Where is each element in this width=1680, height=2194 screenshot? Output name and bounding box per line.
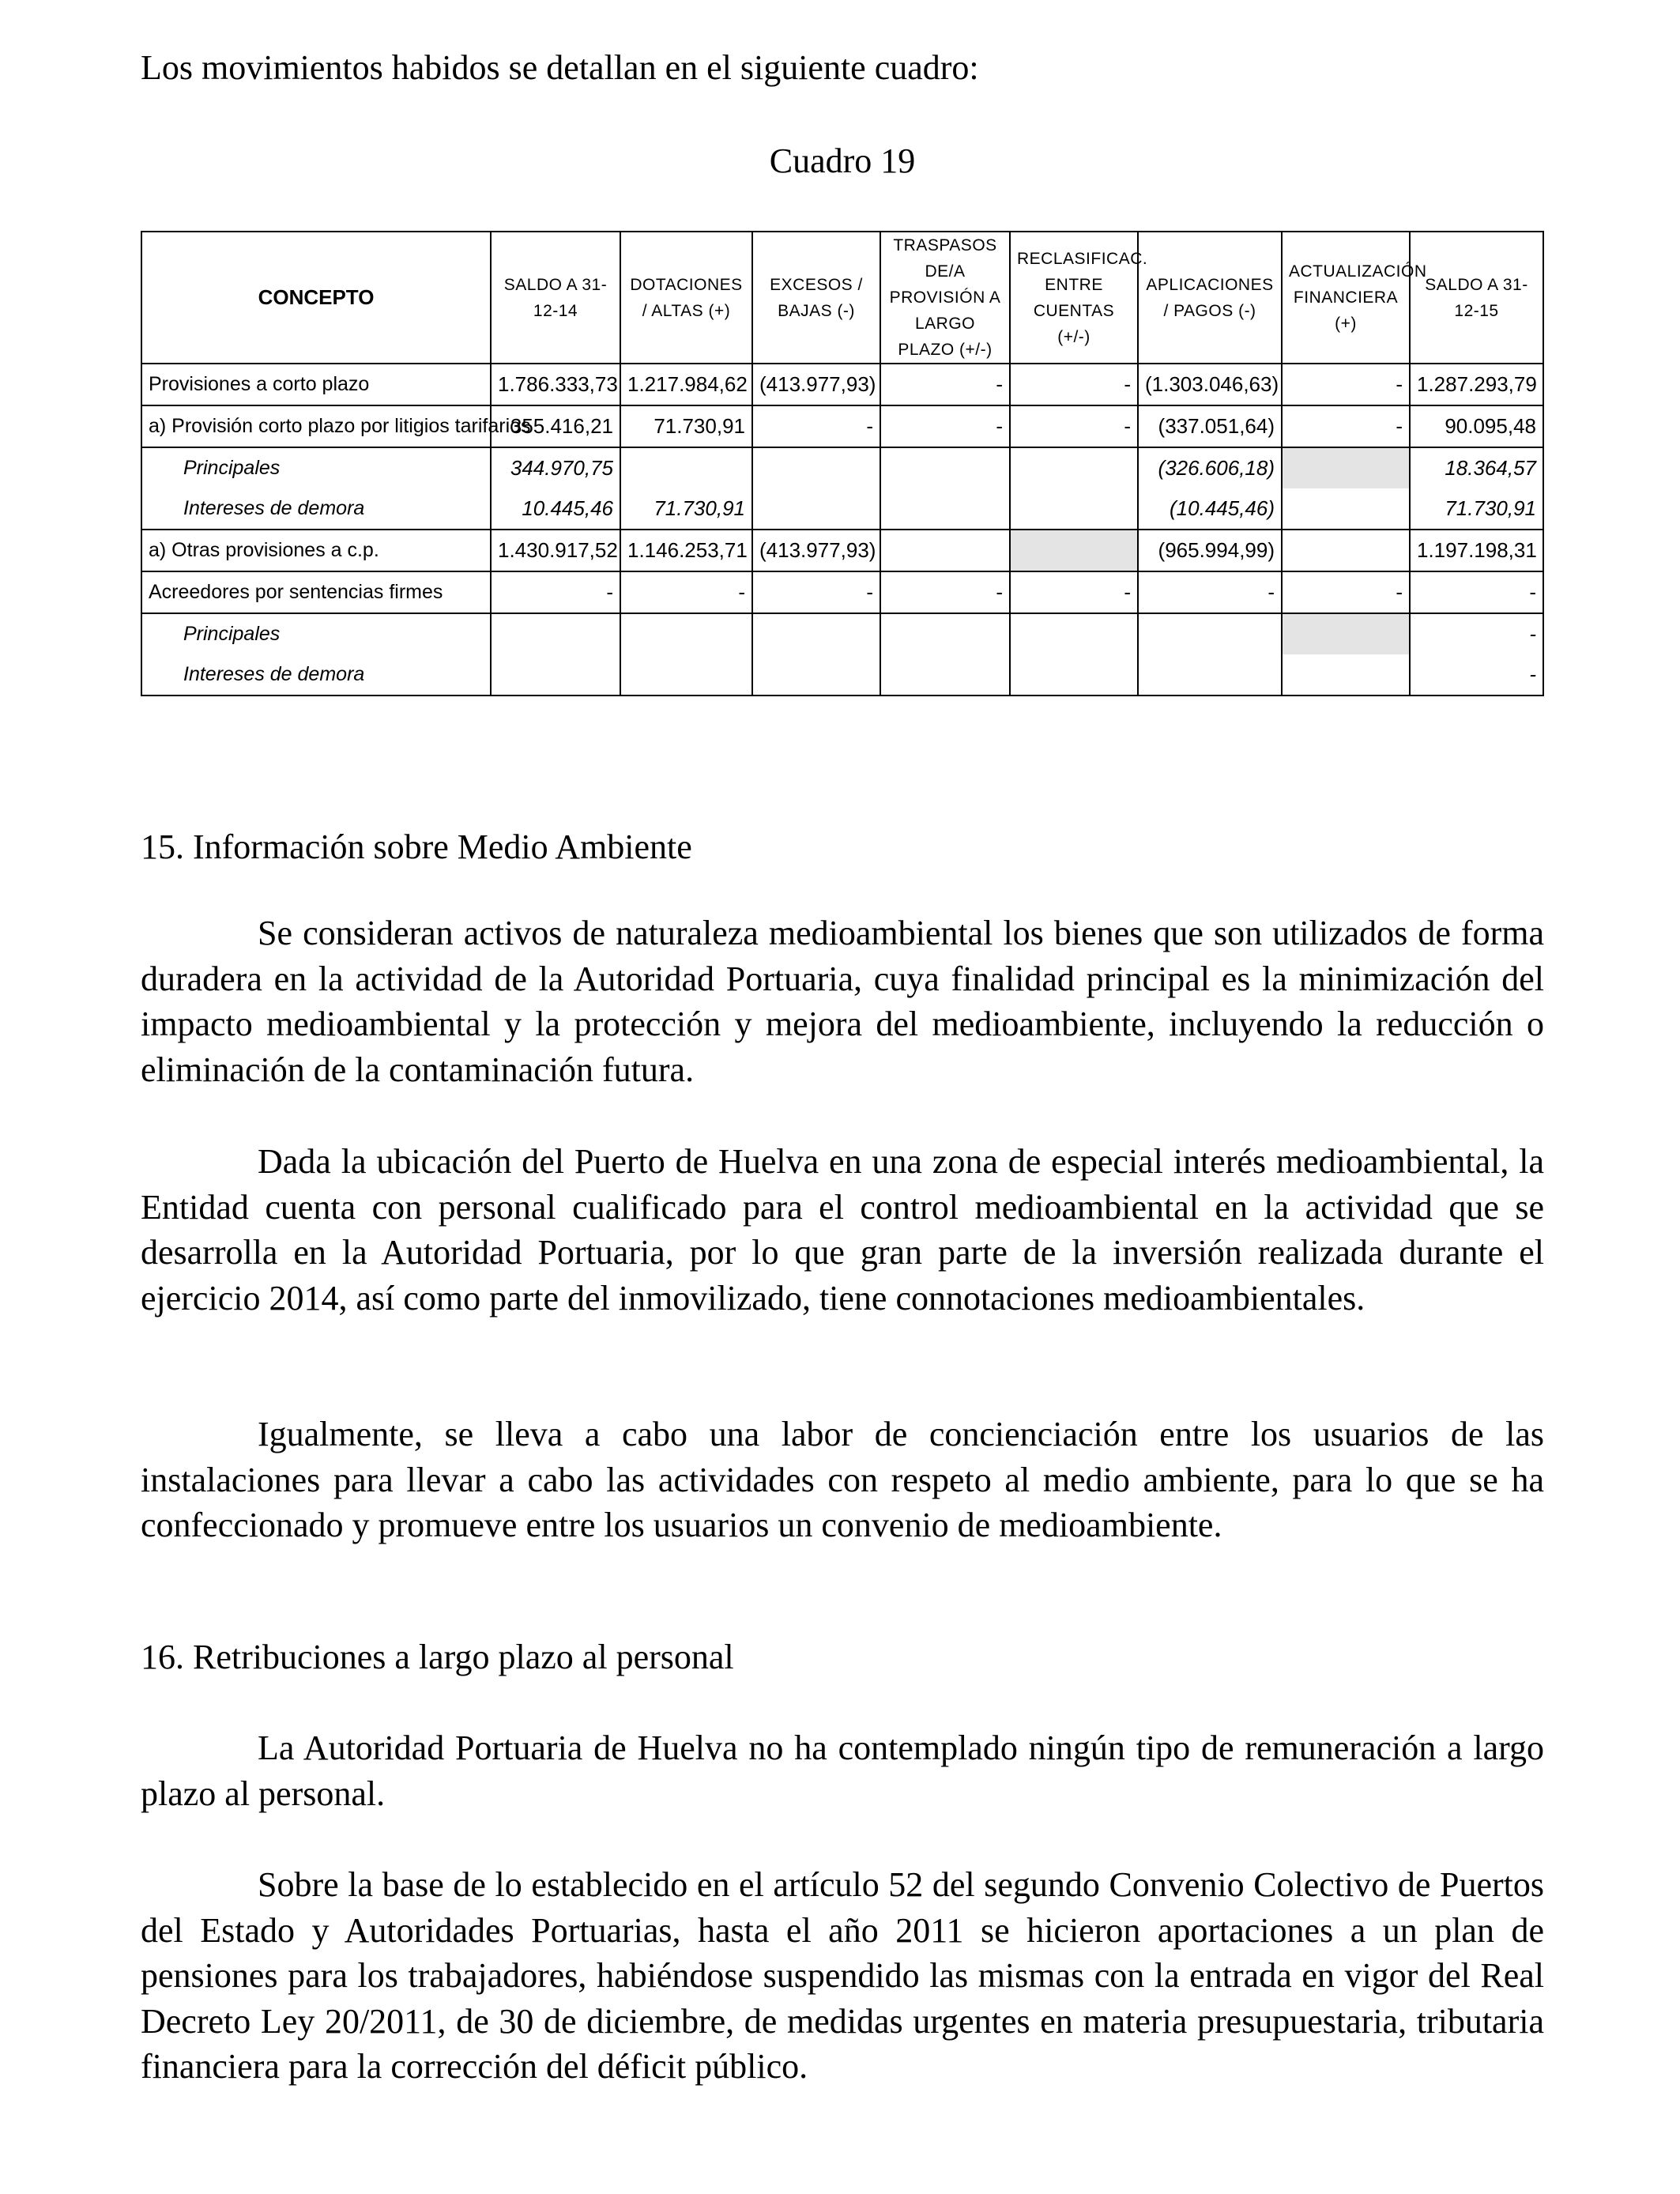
cell-traspasos — [880, 488, 1010, 530]
row-label: Principales — [141, 613, 491, 654]
table-row — [141, 364, 1543, 405]
cell-dotaciones — [620, 613, 752, 654]
cell-aplicaciones: (965.994,99) — [1138, 530, 1282, 571]
table-header-row — [141, 232, 1543, 364]
cell-saldo-inicial: 10.445,46 — [491, 488, 620, 530]
cell-traspasos: - — [880, 571, 1010, 613]
row-label: Intereses de demora — [141, 654, 491, 696]
cell-saldo-inicial: 344.970,75 — [491, 447, 620, 488]
table-row — [141, 447, 1543, 488]
header-reclasificaciones: RECLASIFICAC. ENTRE CUENTAS (+/-) — [1010, 232, 1138, 364]
header-excesos: EXCESOS / BAJAS (-) — [752, 232, 880, 364]
section-16-title: 16. Retribuciones a largo plazo al personal — [141, 1638, 734, 1676]
cell-saldo-final: 1.287.293,79 — [1410, 364, 1543, 405]
header-dotaciones: DOTACIONES / ALTAS (+) — [620, 232, 752, 364]
table-row — [141, 613, 1543, 654]
section-16-paragraph-2: Sobre la base de lo establecido en el artículo 52 del segundo Convenio Colectivo de Puertos del Estado y Autoridades Portuarias, hasta el año 2011 se hicieron aportaciones a un plan de pensiones para los trabajadores, habiéndose suspendido las mismas con la entrada en vigor del Real Decreto Ley 20/2011, de 30 de diciembre, de medidas urgentes en materia presupuestaria, tributaria financiera para la corrección del déficit público. — [141, 1865, 1544, 2086]
cell-traspasos: - — [880, 364, 1010, 405]
cell-actualizacion — [1282, 447, 1410, 488]
header-aplicaciones: APLICACIONES / PAGOS (-) — [1138, 232, 1282, 364]
cell-saldo-inicial: - — [491, 571, 620, 613]
section-15-paragraph-3: Igualmente, se lleva a cabo una labor de concienciación entre los usuarios de las instalaciones para llevar a cabo las actividades con respeto al medio ambiente, para lo que se ha confeccionado y promueve entre los usuarios un convenio de medioambiente. — [141, 1415, 1544, 1544]
header-concepto: CONCEPTO — [141, 232, 491, 364]
cell-actualizacion: - — [1282, 571, 1410, 613]
cell-saldo-final: 90.095,48 — [1410, 405, 1543, 447]
table-row — [141, 571, 1543, 613]
cell-saldo-final: 1.197.198,31 — [1410, 530, 1543, 571]
cell-traspasos — [880, 654, 1010, 696]
cell-reclasificaciones — [1010, 613, 1138, 654]
cell-saldo-inicial: 1.786.333,73 — [491, 364, 620, 405]
cell-saldo-final: 71.730,91 — [1410, 488, 1543, 530]
header-actualizacion: ACTUALIZACIÓN FINANCIERA (+) — [1282, 232, 1410, 364]
cell-saldo-inicial — [491, 613, 620, 654]
cell-saldo-final: 18.364,57 — [1410, 447, 1543, 488]
header-saldo-final: SALDO A 31-12-15 — [1410, 232, 1543, 364]
cell-saldo-final: - — [1410, 613, 1543, 654]
cell-excesos: (413.977,93) — [752, 530, 880, 571]
cell-traspasos — [880, 530, 1010, 571]
row-label: Provisiones a corto plazo — [141, 364, 491, 405]
section-16-paragraph-1: La Autoridad Portuaria de Huelva no ha contemplado ningún tipo de remuneración a largo plazo al personal. — [141, 1728, 1544, 1813]
cell-aplicaciones: (326.606,18) — [1138, 447, 1282, 488]
cell-dotaciones — [620, 447, 752, 488]
cell-aplicaciones: (10.445,46) — [1138, 488, 1282, 530]
section-15-paragraph-2: Dada la ubicación del Puerto de Huelva en una zona de especial interés medioambiental, la Entidad cuenta con personal cualificado para el control medioambiental en la actividad que se desarrolla en la Autoridad Portuaria, por lo que gran parte de la inversión realizada durante el ejercicio 2014, así como parte del inmovilizado, tiene connotaciones medioambientales. — [141, 1142, 1544, 1318]
cell-excesos — [752, 613, 880, 654]
table-caption: Cuadro 19 — [769, 141, 916, 180]
cell-reclasificaciones — [1010, 447, 1138, 488]
cell-dotaciones: - — [620, 571, 752, 613]
cell-dotaciones: 71.730,91 — [620, 488, 752, 530]
cell-actualizacion: - — [1282, 364, 1410, 405]
movements-table — [141, 231, 1544, 696]
cell-reclasificaciones — [1010, 488, 1138, 530]
row-label: a) Provisión corto plazo por litigios tarifarios — [141, 405, 491, 447]
cell-excesos: - — [752, 405, 880, 447]
row-label: a) Otras provisiones a c.p. — [141, 530, 491, 571]
cell-traspasos — [880, 613, 1010, 654]
cell-actualizacion — [1282, 613, 1410, 654]
table-row — [141, 488, 1543, 530]
row-label: Acreedores por sentencias firmes — [141, 571, 491, 613]
cell-actualizacion: - — [1282, 405, 1410, 447]
header-saldo-inicial: SALDO A 31-12-14 — [491, 232, 620, 364]
cell-aplicaciones: - — [1138, 571, 1282, 613]
cell-dotaciones: 1.146.253,71 — [620, 530, 752, 571]
cell-dotaciones: 71.730,91 — [620, 405, 752, 447]
cell-excesos — [752, 488, 880, 530]
cell-saldo-inicial — [491, 654, 620, 696]
cell-saldo-final: - — [1410, 654, 1543, 696]
cell-aplicaciones: (337.051,64) — [1138, 405, 1282, 447]
table-row — [141, 530, 1543, 571]
cell-reclasificaciones — [1010, 530, 1138, 571]
cell-aplicaciones — [1138, 654, 1282, 696]
header-traspasos: TRASPASOS DE/A PROVISIÓN A LARGO PLAZO (+/-) — [880, 232, 1010, 364]
section-15-title: 15. Información sobre Medio Ambiente — [141, 827, 692, 866]
cell-reclasificaciones: - — [1010, 405, 1138, 447]
cell-saldo-final: - — [1410, 571, 1543, 613]
cell-excesos: - — [752, 571, 880, 613]
cell-reclasificaciones — [1010, 654, 1138, 696]
cell-actualizacion — [1282, 488, 1410, 530]
section-15-paragraph-1: Se consideran activos de naturaleza medioambiental los bienes que son utilizados de forma duradera en la actividad de la Autoridad Portuaria, cuya finalidad principal es la minimización del impacto medioambiental y la protección y mejora del medioambiente, incluyendo la reducción o eliminación de la contaminación futura. — [141, 914, 1544, 1089]
table-row — [141, 405, 1543, 447]
intro-text: Los movimientos habidos se detallan en el siguiente cuadro: — [141, 48, 979, 87]
row-label: Intereses de demora — [141, 488, 491, 530]
cell-actualizacion — [1282, 654, 1410, 696]
cell-excesos — [752, 447, 880, 488]
table-row — [141, 654, 1543, 696]
cell-traspasos: - — [880, 405, 1010, 447]
cell-reclasificaciones: - — [1010, 364, 1138, 405]
movements-table-container — [141, 231, 1543, 696]
cell-dotaciones: 1.217.984,62 — [620, 364, 752, 405]
cell-excesos: (413.977,93) — [752, 364, 880, 405]
cell-dotaciones — [620, 654, 752, 696]
cell-aplicaciones: (1.303.046,63) — [1138, 364, 1282, 405]
cell-reclasificaciones: - — [1010, 571, 1138, 613]
cell-traspasos — [880, 447, 1010, 488]
row-label: Principales — [141, 447, 491, 488]
cell-excesos — [752, 654, 880, 696]
cell-saldo-inicial: 355.416,21 — [491, 405, 620, 447]
cell-aplicaciones — [1138, 613, 1282, 654]
cell-saldo-inicial: 1.430.917,52 — [491, 530, 620, 571]
cell-actualizacion — [1282, 530, 1410, 571]
